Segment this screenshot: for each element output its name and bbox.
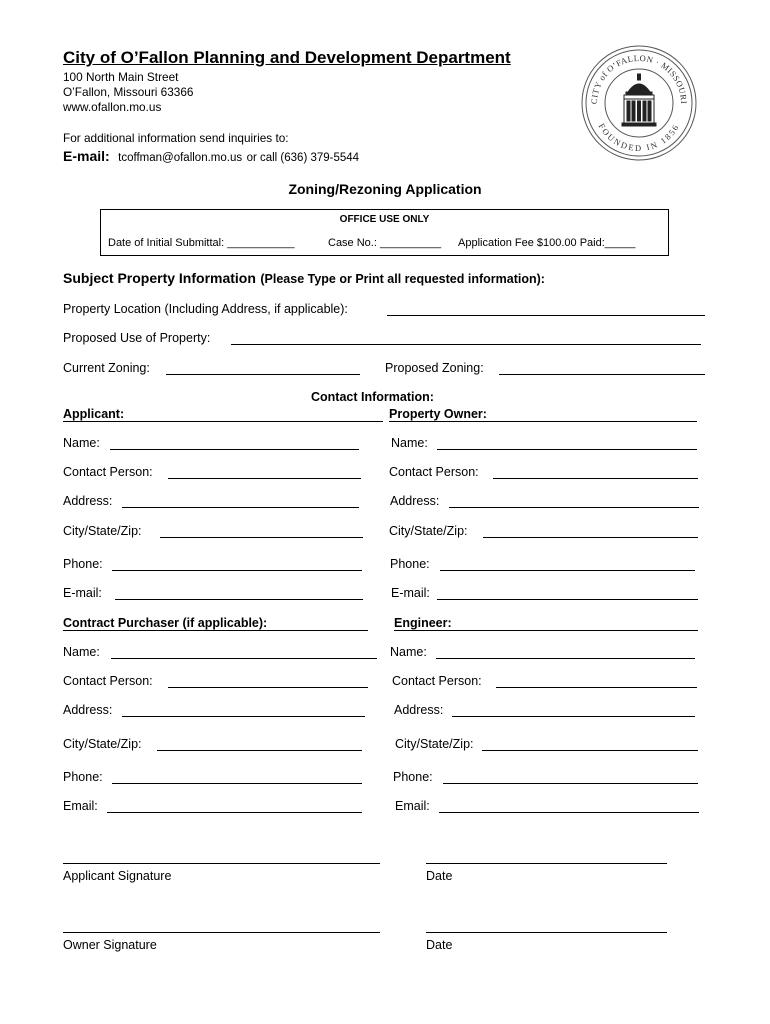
engineer-address-label: Address: (394, 703, 444, 717)
purchaser-city-field[interactable] (157, 750, 362, 751)
proposed-zoning-field[interactable] (499, 374, 705, 375)
call-text: or call (636) 379-5544 (246, 152, 360, 164)
inquiries-text: For additional information send inquiries to: (63, 131, 289, 145)
purchaser-name-field[interactable] (111, 658, 377, 659)
owner-heading: Property Owner: (389, 407, 487, 421)
city-seal (580, 44, 698, 162)
proposed-use-label: Proposed Use of Property: (63, 331, 211, 345)
address-line-2: O’Fallon, Missouri 63366 (63, 85, 194, 99)
engineer-city-field[interactable] (482, 750, 698, 751)
applicant-heading-rule (63, 421, 383, 422)
owner-contact-field[interactable] (493, 478, 698, 479)
engineer-phone-label: Phone: (393, 770, 433, 784)
purchaser-contact-label: Contact Person: (63, 674, 153, 688)
applicant-date-label: Date (426, 869, 453, 883)
office-use-heading: OFFICE USE ONLY (339, 214, 430, 225)
owner-address-field[interactable] (449, 507, 699, 508)
application-fee: Application Fee $100.00 Paid:_____ (458, 237, 636, 249)
engineer-email-field[interactable] (439, 812, 699, 813)
engineer-name-field[interactable] (436, 658, 695, 659)
engineer-phone-field[interactable] (443, 783, 698, 784)
current-zoning-label: Current Zoning: (63, 361, 150, 375)
engineer-email-label: Email: (395, 799, 430, 813)
applicant-email-field[interactable] (115, 599, 363, 600)
purchaser-contact-field[interactable] (168, 687, 368, 688)
contact-line (63, 148, 359, 166)
applicant-phone-field[interactable] (112, 570, 362, 571)
proposed-zoning-label: Proposed Zoning: (385, 361, 484, 375)
applicant-address-label: Address: (63, 494, 113, 508)
owner-phone-label: Phone: (390, 557, 430, 571)
website: www.ofallon.mo.us (63, 100, 162, 114)
city-seal-icon (580, 44, 698, 162)
subject-heading-bold: Subject Property Information (63, 270, 256, 286)
applicant-name-field[interactable] (110, 449, 359, 450)
owner-city-label: City/State/Zip: (389, 524, 468, 538)
applicant-contact-field[interactable] (168, 478, 361, 479)
owner-city-field[interactable] (483, 537, 698, 538)
property-location-label: Property Location (Including Address, if applicable): (63, 302, 348, 316)
current-zoning-field[interactable] (166, 374, 360, 375)
email-label: E-mail (63, 148, 106, 164)
subject-property-heading (63, 270, 545, 288)
purchaser-email-label: Email: (63, 799, 98, 813)
applicant-date-field[interactable] (426, 863, 667, 864)
applicant-email-label: E-mail: (63, 586, 102, 600)
purchaser-address-field[interactable] (122, 716, 365, 717)
seal-top-text: CITY of O’FALLON · MISSOURI (588, 52, 690, 105)
engineer-address-field[interactable] (452, 716, 695, 717)
applicant-city-label: City/State/Zip: (63, 524, 142, 538)
owner-email-label: E-mail: (391, 586, 430, 600)
owner-address-label: Address: (390, 494, 440, 508)
contact-information-heading: Contact Information: (311, 390, 434, 404)
applicant-heading: Applicant: (63, 407, 125, 421)
address-line-1: 100 North Main Street (63, 70, 179, 84)
page-title: City of O’Fallon Planning and Development Department (63, 48, 511, 67)
purchaser-heading: Contract Purchaser (if applicable): (63, 616, 268, 630)
subject-heading-rest: (Please Type or Print all requested information): (260, 272, 545, 286)
owner-signature-field[interactable] (63, 932, 380, 933)
owner-heading-rule (389, 421, 697, 422)
owner-email-field[interactable] (437, 599, 698, 600)
engineer-heading: Engineer: (394, 616, 452, 630)
applicant-address-field[interactable] (122, 507, 359, 508)
owner-date-label: Date (426, 938, 453, 952)
owner-date-field[interactable] (426, 932, 667, 933)
owner-phone-field[interactable] (440, 570, 695, 571)
applicant-signature-field[interactable] (63, 863, 380, 864)
case-number: Case No.: __________ (328, 237, 442, 249)
owner-contact-label: Contact Person: (389, 465, 479, 479)
engineer-contact-label: Contact Person: (392, 674, 482, 688)
applicant-signature-label: Applicant Signature (63, 869, 172, 883)
property-location-field[interactable] (387, 315, 705, 316)
purchaser-phone-field[interactable] (112, 783, 362, 784)
owner-name-label: Name: (391, 436, 428, 450)
form-title: Zoning/Rezoning Application (288, 181, 482, 197)
purchaser-email-field[interactable] (107, 812, 362, 813)
applicant-city-field[interactable] (160, 537, 363, 538)
email-colon: : (105, 148, 110, 164)
owner-name-field[interactable] (437, 449, 697, 450)
applicant-name-label: Name: (63, 436, 100, 450)
applicant-contact-label: Contact Person: (63, 465, 153, 479)
purchaser-heading-rule (63, 630, 368, 631)
engineer-heading-rule (394, 630, 698, 631)
purchaser-city-label: City/State/Zip: (63, 737, 142, 751)
engineer-city-label: City/State/Zip: (395, 737, 474, 751)
engineer-contact-field[interactable] (496, 687, 697, 688)
seal-bottom-text: FOUNDED IN 1856 (596, 121, 682, 154)
proposed-use-field[interactable] (231, 344, 701, 345)
purchaser-address-label: Address: (63, 703, 113, 717)
purchaser-name-label: Name: (63, 645, 100, 659)
applicant-phone-label: Phone: (63, 557, 103, 571)
date-initial-submittal: Date of Initial Submittal: ___________ (108, 237, 295, 249)
engineer-name-label: Name: (390, 645, 427, 659)
owner-signature-label: Owner Signature (63, 938, 157, 952)
purchaser-phone-label: Phone: (63, 770, 103, 784)
email-address: tcoffman@ofallon.mo.us (118, 152, 243, 164)
